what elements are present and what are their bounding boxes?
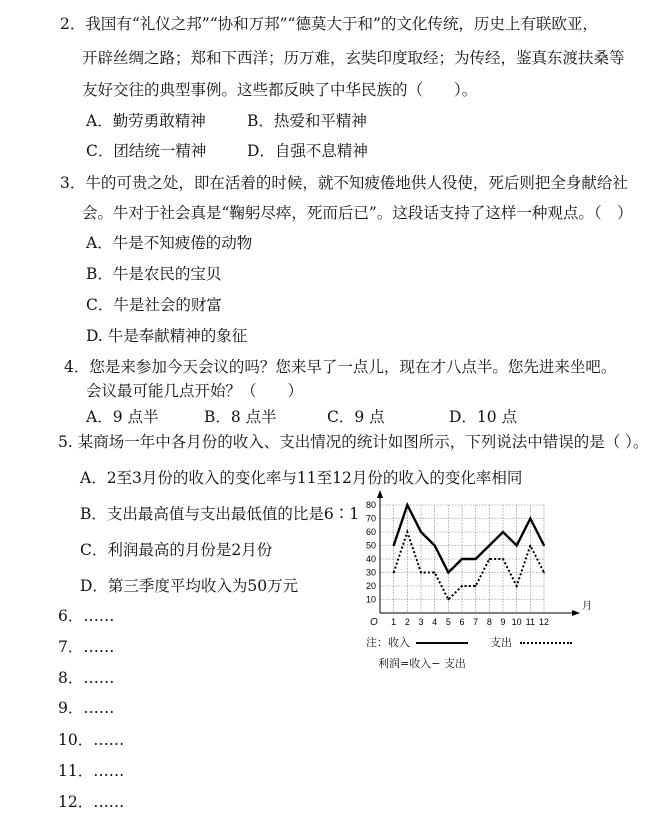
q4-option-b: B．8 点半	[204, 408, 277, 426]
x-tick-6: 6	[459, 617, 465, 627]
y-tick-labels	[366, 500, 376, 605]
x-tick-9: 9	[500, 617, 506, 627]
legend-income	[366, 636, 468, 650]
y-tick-60: 60	[365, 527, 376, 537]
expense-point-10	[516, 585, 518, 587]
income-point-12	[543, 545, 545, 547]
legend-expense	[490, 636, 572, 650]
x-tick-12: 12	[538, 617, 550, 627]
y-tick-70: 70	[365, 513, 376, 524]
x-tick-10: 10	[511, 617, 522, 627]
q2-option-d: D．自强不息精神	[247, 142, 368, 160]
x-tick-5: 5	[445, 617, 451, 627]
y-tick-80: 80	[365, 500, 376, 510]
expense-point-6	[461, 585, 463, 587]
expense-point-2	[406, 531, 408, 533]
q5-option-a: A．2至3月份的收入的变化率与11至12月份的收入的变化率相同	[80, 469, 523, 487]
question-6: 6．……	[58, 607, 115, 625]
expense-point-5	[447, 599, 449, 601]
y-axis-arrow	[377, 490, 383, 498]
x-tick-1: 1	[391, 617, 397, 627]
x-tick-3: 3	[418, 617, 424, 627]
q5-option-b: B．支出最高值与支出最低值的比是6∶1	[80, 505, 360, 523]
q2-option-c: C．团结统一精神	[86, 142, 207, 160]
expense-point-7	[475, 585, 477, 587]
income-expense-chart	[348, 488, 593, 633]
q5-stem: 5. 某商场一年中各月份的收入、支出情况的统计如图所示，下列说法中错误的是（ ）。	[58, 433, 649, 451]
income-point-8	[488, 545, 490, 547]
income-point-1	[393, 545, 395, 547]
income-point-3	[420, 531, 422, 533]
expense-point-11	[529, 545, 531, 547]
expense-point-9	[502, 558, 504, 560]
origin-label: O	[370, 617, 378, 628]
y-tick-30: 30	[365, 567, 376, 578]
expense-point-4	[434, 572, 436, 574]
income-point-7	[475, 558, 477, 560]
q2-option-b: B．热爱和平精神	[247, 112, 367, 130]
income-point-4	[434, 545, 436, 547]
question-12: 12．……	[58, 793, 125, 811]
q2-stem-line-1: 2．我国有“礼仪之邦”“协和万邦”“德莫大于和”的文化传统，历史上有联欧亚，	[60, 15, 598, 33]
legend-expense-line	[520, 642, 572, 644]
q4-stem-line-2: 会议最可能几点开始？（ ）	[86, 382, 304, 400]
income-point-5	[447, 572, 449, 574]
question-9: 9．……	[58, 699, 115, 717]
x-tick-8: 8	[486, 617, 492, 627]
income-point-9	[502, 531, 504, 533]
question-11: 11．……	[58, 762, 125, 780]
x-tick-2: 2	[404, 617, 410, 627]
q3-option-b: B．牛是农民的宝贝	[86, 265, 222, 283]
x-tick-labels	[391, 617, 549, 627]
question-7: 7．……	[58, 638, 115, 656]
income-point-10	[516, 545, 518, 547]
q4-stem-line-1: 4．您是来参加今天会议的吗？您来早了一点儿，现在才八点半。您先进来坐吧。	[64, 358, 617, 376]
y-tick-50: 50	[365, 540, 376, 551]
q3-option-d: D. 牛是奉献精神的象征	[86, 327, 248, 345]
income-line	[394, 505, 544, 573]
income-point-6	[461, 558, 463, 560]
q5-option-c: C．利润最高的月份是2月份	[80, 541, 273, 559]
q2-stem-line-2: 开辟丝绸之路；郑和下西洋；历万难，玄奘印度取经；为传经，鉴真东渡扶桑等	[82, 49, 625, 67]
x-tick-4: 4	[432, 617, 438, 627]
q4-option-c: C．9 点	[327, 408, 385, 426]
q2-stem-line-3: 友好交往的典型事例。这些都反映了中华民族的（ ）。	[82, 81, 478, 99]
y-tick-20: 20	[365, 581, 376, 591]
profit-note: 利润=收入− 支出	[378, 657, 466, 670]
q3-option-a: A．牛是不知疲倦的动物	[86, 234, 253, 252]
legend-income-label: 注：收入	[366, 636, 410, 649]
q3-stem-line-2: 会。牛对于社会真是“鞠躬尽瘁，死而后已”。这段话支持了这样一种观点。（ ）	[82, 204, 633, 222]
q2-option-a: A．勤劳勇敢精神	[86, 112, 206, 130]
expense-point-1	[393, 572, 395, 574]
x-tick-11: 11	[525, 617, 536, 627]
q4-option-d: D．10 点	[449, 408, 518, 426]
y-tick-40: 40	[365, 554, 376, 564]
q4-option-a: A．9 点半	[86, 408, 159, 426]
x-axis-label: 月	[582, 601, 592, 612]
y-tick-10: 10	[365, 594, 376, 605]
question-8: 8．……	[58, 669, 115, 687]
q3-option-c: C．牛是社会的财富	[86, 296, 222, 314]
income-point-2	[406, 504, 408, 506]
q3-stem-line-1: 3．牛的可贵之处，即在活着的时候，就不知疲倦地供人役使，死后则把全身献给社	[60, 174, 628, 192]
q5-option-d: D．第三季度平均收入为50万元	[80, 577, 299, 595]
legend-expense-label: 支出	[490, 636, 512, 649]
legend-income-line	[416, 642, 468, 644]
question-10: 10．……	[58, 731, 125, 749]
x-axis-arrow	[572, 610, 580, 616]
expense-point-12	[543, 572, 545, 574]
income-point-11	[529, 518, 531, 520]
expense-point-8	[488, 558, 490, 560]
expense-line	[394, 532, 544, 600]
x-tick-7: 7	[473, 617, 479, 627]
expense-point-3	[420, 572, 422, 574]
